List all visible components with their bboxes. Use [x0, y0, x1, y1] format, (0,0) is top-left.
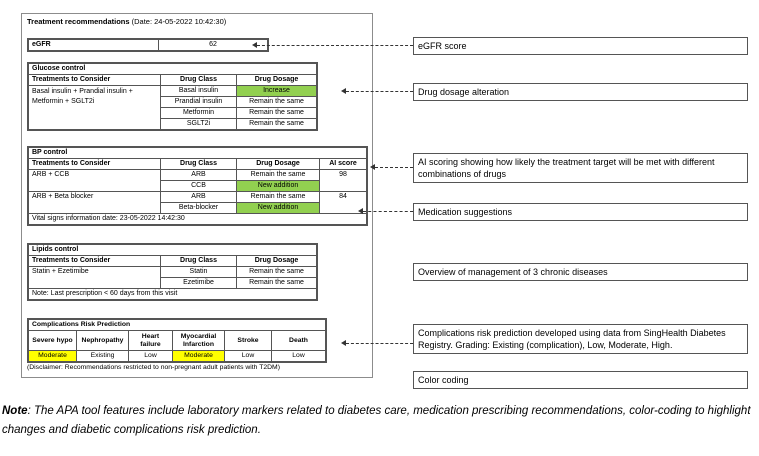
glucose-class: Metformin: [161, 108, 237, 119]
risk-value: Low: [272, 351, 326, 362]
risk-value: Existing: [77, 351, 129, 362]
bp-dosage-new: New addition: [237, 203, 320, 214]
glucose-control-box: [27, 62, 318, 131]
risk-header: Severe hypo: [29, 331, 77, 351]
callout-risk-prediction: Complications risk prediction developed using data from SingHealth Diabetes Registry. Grading: Existing (complication), Low, Moderate, High.: [413, 324, 748, 354]
bp-class: ARB: [161, 170, 237, 181]
lipids-treatment: Statin + Ezetimibe: [29, 267, 161, 289]
disclaimer: (Disclaimer: Recommendations restricted to non-pregnant adult patients with T2DM): [27, 364, 280, 371]
bp-dosage: Remain the same: [237, 192, 320, 203]
complications-section-title: Complications Risk Prediction: [29, 320, 326, 331]
lipids-class: Statin: [161, 267, 237, 278]
glucose-col-treatments: Treatments to Consider: [29, 75, 161, 86]
callout-drug-dosage: Drug dosage alteration: [413, 83, 748, 101]
risk-header: Stroke: [225, 331, 272, 351]
bp-dosage: Remain the same: [237, 170, 320, 181]
glucose-col-class: Drug Class: [161, 75, 237, 86]
bp-col-dosage: Drug Dosage: [237, 159, 320, 170]
glucose-class: Prandial insulin: [161, 97, 237, 108]
bp-class: Beta-blocker: [161, 203, 237, 214]
lipids-class: Ezetimibe: [161, 278, 237, 289]
bp-treatment: ARB + CCB: [29, 170, 161, 181]
complications-box: [27, 318, 327, 363]
lipids-section-title: Lipids control: [29, 245, 317, 256]
risk-header: Nephropathy: [77, 331, 129, 351]
lipids-note: Note: Last prescription < 60 days from this visit: [29, 289, 317, 300]
risk-value-highlight: Moderate: [173, 351, 225, 362]
glucose-class: SGLT2i: [161, 119, 237, 130]
bp-col-treatments: Treatments to Consider: [29, 159, 161, 170]
bp-col-class: Drug Class: [161, 159, 237, 170]
glucose-class: Basal insulin: [161, 86, 237, 97]
glucose-dosage: Remain the same: [237, 97, 317, 108]
bp-col-ai-score: AI score: [320, 159, 367, 170]
risk-value: Low: [225, 351, 272, 362]
risk-header: Myocardial Infarction: [173, 331, 225, 351]
lipids-col-dosage: Drug Dosage: [237, 256, 317, 267]
connector-line: [346, 91, 413, 92]
connector-line: [375, 167, 413, 168]
egfr-value: 62: [159, 40, 268, 51]
risk-header: Heart failure: [129, 331, 173, 351]
glucose-dosage: Remain the same: [237, 119, 317, 130]
bp-section-title: BP control: [29, 148, 367, 159]
connector-line: [346, 343, 413, 344]
bp-dosage-new: New addition: [237, 181, 320, 192]
callout-medication-suggestions: Medication suggestions: [413, 203, 748, 221]
risk-header: Death: [272, 331, 326, 351]
lipids-dosage: Remain the same: [237, 267, 317, 278]
figure-note: Note: The APA tool features include laboratory markers related to diabetes care, medication prescribing recommendations, color-coding to highlight changes and diabetic complications risk prediction.: [2, 405, 751, 436]
glucose-treatment: Basal insulin + Prandial insulin + Metformin + SGLT2i: [29, 86, 161, 130]
glucose-col-dosage: Drug Dosage: [237, 75, 317, 86]
callout-color-coding: Color coding: [413, 371, 748, 389]
risk-value: Low: [129, 351, 173, 362]
panel-title: Treatment recommendations (Date: 24-05-2022 10:42:30): [27, 17, 227, 26]
bp-ai-score: 98: [320, 170, 367, 181]
connector-line: [363, 211, 413, 212]
lipids-dosage: Remain the same: [237, 278, 317, 289]
callout-overview: Overview of management of 3 chronic diseases: [413, 263, 748, 281]
lipids-col-class: Drug Class: [161, 256, 237, 267]
bp-class: ARB: [161, 192, 237, 203]
bp-control-box: [27, 146, 368, 226]
bp-class: CCB: [161, 181, 237, 192]
callout-egfr-score: eGFR score: [413, 37, 748, 55]
bp-ai-score: 84: [320, 192, 367, 203]
glucose-dosage-changed: Increase: [237, 86, 317, 97]
lipids-control-box: [27, 243, 318, 301]
bp-treatment: ARB + Beta blocker: [29, 192, 161, 203]
glucose-section-title: Glucose control: [29, 64, 317, 75]
egfr-box: [27, 38, 269, 52]
egfr-label: eGFR: [29, 40, 159, 51]
risk-value-highlight: Moderate: [29, 351, 77, 362]
glucose-dosage: Remain the same: [237, 108, 317, 119]
lipids-col-treatments: Treatments to Consider: [29, 256, 161, 267]
callout-ai-scoring: AI scoring showing how likely the treatment target will be met with different combinations of drugs: [413, 153, 748, 183]
connector-line: [257, 45, 413, 46]
bp-vitals-date: Vital signs information date: 23-05-2022 14:42:30: [29, 214, 367, 225]
